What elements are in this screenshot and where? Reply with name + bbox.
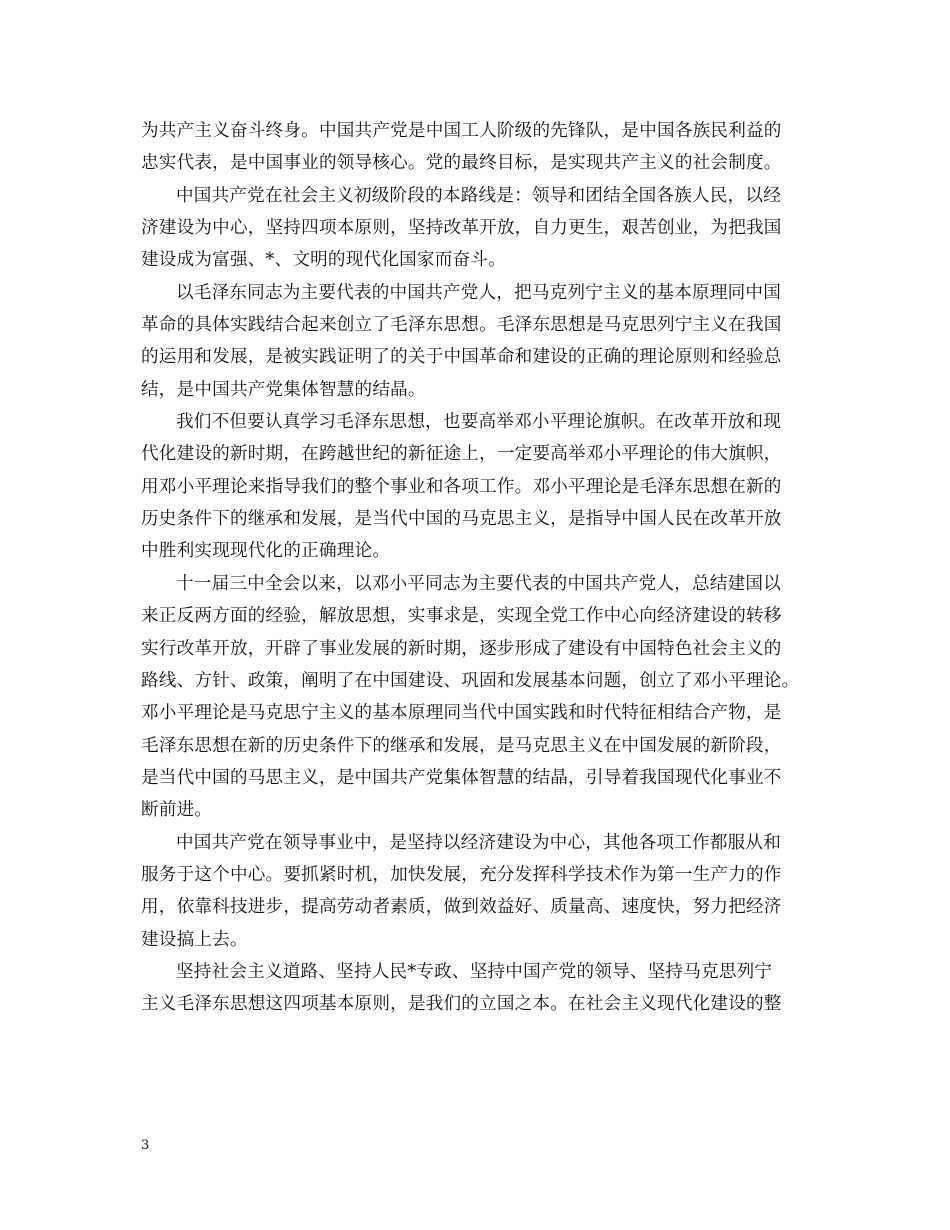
text-line: 革命的具体实践结合起来创立了毛泽东思想。毛泽东思想是马克思列宁主义在我国 xyxy=(141,315,782,336)
text-line: 实行改革开放，开辟了事业发展的新时期，逐步形成了建设有中国特色社会主义的 xyxy=(141,638,782,659)
text-line: 是当代中国的马思主义，是中国共产党集体智慧的结晶，引导着我国现代化事业不 xyxy=(141,767,782,788)
text-line: 坚持社会主义道路、坚持人民*专政、坚持中国产党的领导、坚持马克思列宁 xyxy=(176,961,773,982)
text-line: 为共产主义奋斗终身。中国共产党是中国工人阶级的先锋队，是中国各族民利益的 xyxy=(141,121,782,141)
text-line: 我们不但要认真学习毛泽东思想，也要高举邓小平理论旗帜。在改革开放和现 xyxy=(176,412,781,433)
text-line: 的运用和发展，是被实践证明了的关于中国革命和建设的正确的理论原则和经验总 xyxy=(141,347,782,368)
text-line: 用邓小平理论来指导我们的整个事业和各项工作。邓小平理论是毛泽东思想在新的 xyxy=(141,476,782,497)
text-line: 建设搞上去。 xyxy=(141,929,248,950)
text-line: 建设成为富强、*、文明的现代化国家而奋斗。 xyxy=(141,250,506,271)
text-line: 中胜利实现现代化的正确理论。 xyxy=(141,541,391,562)
text-line: 中国共产党在领导事业中，是坚持以经济建设为中心，其他各项工作都服从和 xyxy=(176,832,781,853)
text-line: 济建设为中心，坚持四项本原则，坚持改革开放，自力更生，艰苦创业，为把我国 xyxy=(141,218,782,239)
text-line: 以毛泽东同志为主要代表的中国共产党人，把马克列宁主义的基本原理同中国 xyxy=(176,282,781,303)
text-line: 忠实代表，是中国事业的领导核心。党的最终目标，是实现共产主义的社会制度。 xyxy=(141,153,782,174)
text-line: 来正反两方面的经验，解放思想，实事求是，实现全党工作中心向经济建设的转移 xyxy=(141,606,782,627)
text-line: 主义毛泽东思想这四项基本原则，是我们的立国之本。在社会主义现代化建设的整 xyxy=(141,994,782,1015)
text-line: 路线、方针、政策，阐明了在中国建设、巩固和发展基本问题，创立了邓小平理论。 xyxy=(141,670,800,691)
text-line: 断前进。 xyxy=(141,800,213,821)
text-line: 邓小平理论是马克思宁主义的基本原理同当代中国实践和时代特征相结合产物，是 xyxy=(141,703,782,724)
text-line: 服务于这个中心。要抓紧时机，加快发展，充分发挥科学技术作为第一生产力的作 xyxy=(141,864,782,885)
text-line: 用，依靠科技进步，提高劳动者素质，做到效益好、质量高、速度快，努力把经济 xyxy=(141,897,782,918)
text-line: 十一届三中全会以来，以邓小平同志为主要代表的中国共产党人，总结建国以 xyxy=(176,573,781,594)
text-line: 代化建设的新时期，在跨越世纪的新征途上，一定要高举邓小平理论的伟大旗帜， xyxy=(141,444,782,465)
page-number: 3 xyxy=(141,1138,150,1153)
text-line: 历史条件下的继承和发展，是当代中国的马克思主义，是指导中国人民在改革开放 xyxy=(141,509,782,530)
text-line: 中国共产党在社会主义初级阶段的本路线是：领导和团结全国各族人民，以经 xyxy=(176,185,781,206)
text-line: 毛泽东思想在新的历史条件下的继承和发展，是马克思主义在中国发展的新阶段， xyxy=(141,735,782,756)
text-line: 结，是中国共产党集体智慧的结晶。 xyxy=(141,379,426,400)
body-text xyxy=(141,115,813,1021)
